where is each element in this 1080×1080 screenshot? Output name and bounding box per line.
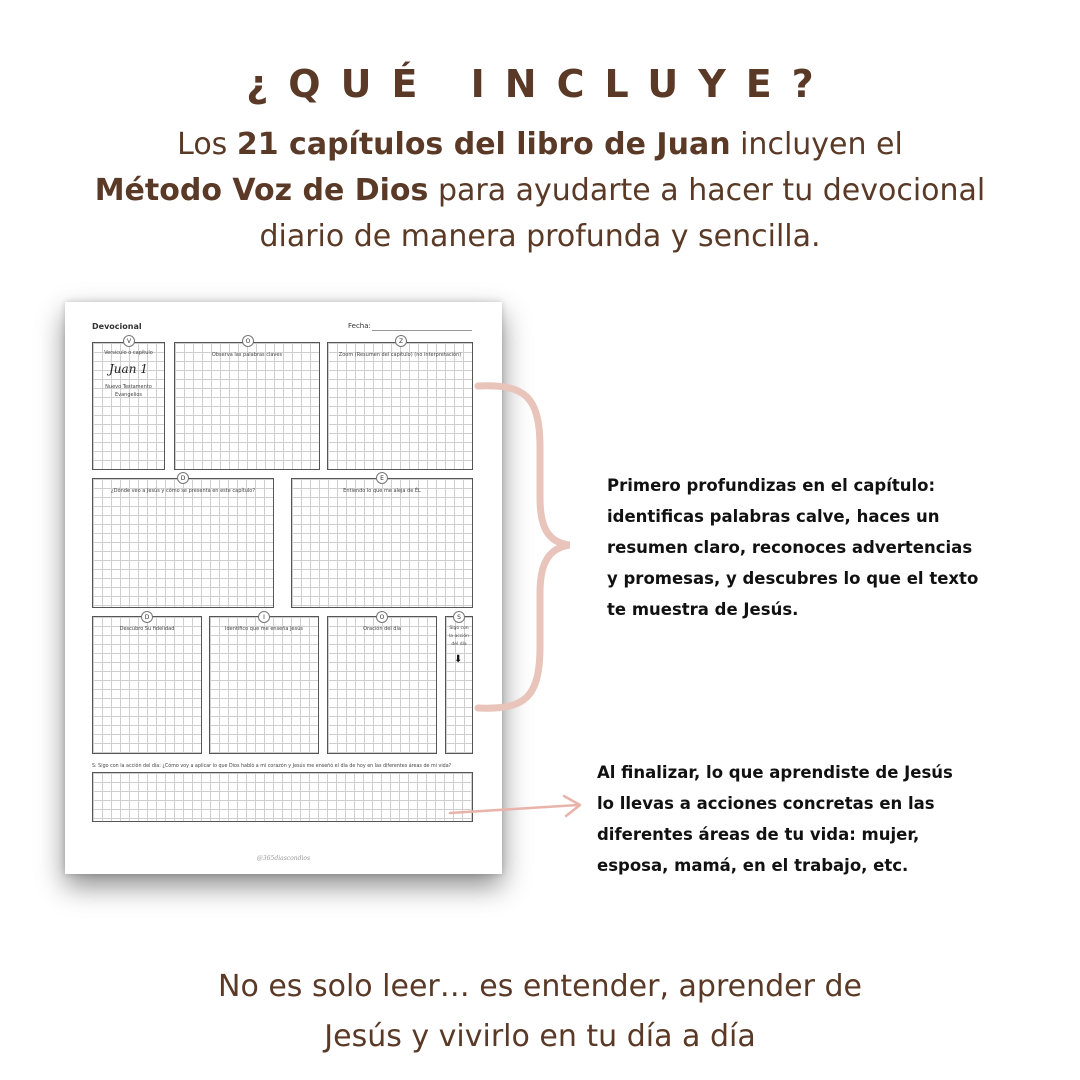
box-e-label: Entiendo lo que me aleja de ÉL (343, 488, 421, 494)
box-s-bottom (92, 772, 473, 822)
closing-line-2: Jesús y vivirlo en tu día a día (324, 1019, 756, 1054)
circle-z: Z (395, 335, 407, 347)
callout-first-line: te muestra de Jesús. (607, 600, 799, 619)
box-v-sub-1: Nuevo Testamento (105, 384, 152, 390)
box-z-label: Zoom (Resumen del capítulo) (no interpretación) (338, 352, 462, 358)
box-d-donde (92, 478, 274, 608)
callout-first-line: y promesas, y descubres lo que el texto (607, 569, 979, 588)
box-s-label-3: del día (451, 642, 467, 647)
intro-text-1: Los (177, 127, 237, 162)
box-v-label: Versículo o capítulo (104, 350, 153, 356)
box-d-descubro (92, 616, 202, 754)
callout-second-line: Al finalizar, lo que aprendiste de Jesús (597, 763, 953, 782)
box-o-observa-label: Observa las palabras claves (211, 352, 283, 358)
watermark: @365diascondios (256, 855, 311, 862)
sheet-date-line (372, 330, 472, 331)
box-z (327, 342, 473, 470)
page-title: ¿QUÉ INCLUYE? (246, 62, 834, 106)
circle-d-descubro: D (141, 611, 153, 623)
callout-first (607, 470, 978, 625)
callout-first-line: identificas palabras calve, haces un (607, 507, 940, 526)
circle-o-observa: O (242, 335, 254, 347)
intro-text-3: para ayudarte a hacer tu devocional diario de manera profunda y sencilla. (259, 173, 986, 254)
circle-i: I (258, 611, 270, 623)
devotional-sheet-preview (65, 302, 502, 874)
box-o-observa (174, 342, 320, 470)
circle-v: V (123, 335, 135, 347)
callout-second-line: diferentes áreas de tu vida: mujer, (597, 825, 920, 844)
callout-second (597, 757, 953, 881)
chapter-name: Juan 1 (109, 362, 148, 376)
callout-first-line: Primero profundizas en el capítulo: (607, 476, 936, 495)
box-i-label: Identifico que me enseña Jesús (224, 626, 303, 632)
box-s-label-2: la acción (449, 634, 469, 639)
circle-o-oracion: O (376, 611, 388, 623)
brace-icon (470, 378, 570, 718)
box-d-donde-label: ¿Dónde veo a Jesús y cómo se presenta en este capítulo? (111, 488, 255, 494)
box-s-label-1: Sigo con (449, 626, 469, 631)
box-i (209, 616, 319, 754)
intro-paragraph (90, 122, 990, 260)
box-d-descubro-label: Descubro Su fidelidad (119, 626, 175, 632)
circle-s: S (453, 611, 465, 623)
box-o-oracion-label: Oración del día (363, 626, 401, 632)
box-v-sub-2: Evangelios (114, 392, 143, 398)
callout-second-line: lo llevas a acciones concretas en las (597, 794, 935, 813)
callout-second-line: esposa, mamá, en el trabajo, etc. (597, 856, 909, 875)
box-o-oracion (327, 616, 437, 754)
circle-e: E (376, 472, 388, 484)
arrow-down-icon: ⬇ (454, 654, 463, 665)
sheet-title: Devocional (92, 322, 142, 331)
closing-text (140, 962, 940, 1062)
arrow-right-icon (446, 791, 586, 821)
closing-line-1: No es solo leer… es entender, aprender de (218, 969, 862, 1004)
circle-d-donde: D (177, 472, 189, 484)
callout-first-line: resumen claro, reconoces advertencias (607, 538, 973, 557)
box-e (291, 478, 473, 608)
intro-bold-1: 21 capítulos del libro de Juan (236, 127, 731, 162)
intro-text-2: incluyen el (730, 127, 903, 162)
bottom-prompt: S: Sigo con la acción del día: ¿Cómo voy a aplicar lo que Dios habló a mi corazón y Jesús me enseñó el día de hoy en las diferentes áreas de mi vida? (92, 764, 452, 769)
sheet-date-label: Fecha: (348, 322, 371, 330)
intro-bold-2: Método Voz de Dios (94, 173, 429, 208)
